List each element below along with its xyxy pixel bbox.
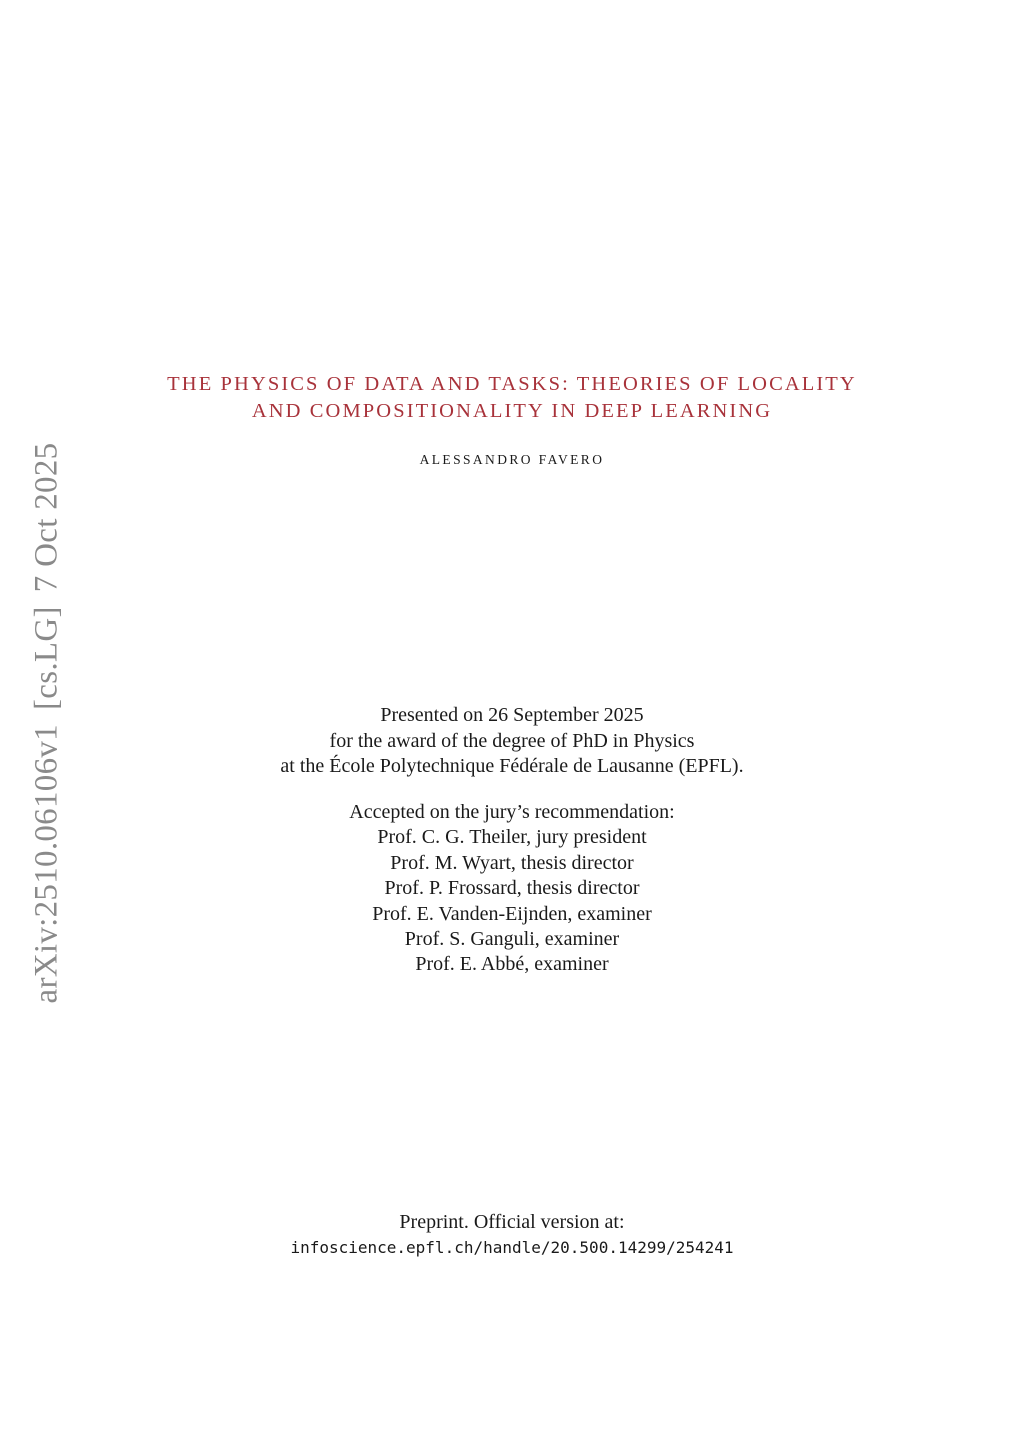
- jury-heading: Accepted on the jury’s recommendation:: [349, 801, 675, 823]
- presentation-info: [0, 703, 1024, 780]
- arxiv-date: 7 Oct 2025: [28, 442, 65, 593]
- presentation-line-2: for the award of the degree of PhD in Physics: [329, 729, 695, 752]
- jury-list: [0, 800, 1024, 978]
- title-line-2: AND COMPOSITIONALITY IN DEEP LEARNING: [251, 400, 773, 422]
- preprint-label: Preprint. Official version at:: [399, 1211, 625, 1233]
- jury-member: Prof. S. Ganguli, examiner: [404, 928, 620, 951]
- jury-member: Prof. M. Wyart, thesis director: [390, 851, 634, 874]
- jury-member: Prof. E. Vanden-Eijnden, examiner: [372, 902, 652, 925]
- jury-member: Prof. P. Frossard, thesis director: [384, 877, 640, 900]
- presentation-line-1: Presented on 26 September 2025: [380, 704, 644, 726]
- author-name: ALESSANDRO FAVERO: [419, 452, 605, 467]
- presentation-line-3: at the École Polytechnique Fédérale de Lausanne (EPFL).: [280, 755, 744, 777]
- arxiv-id: arXiv:2510.06106v1: [28, 724, 65, 1004]
- title-line-1: THE PHYSICS OF DATA AND TASKS: THEORIES OF LOCALITY: [167, 373, 857, 395]
- thesis-title: [0, 371, 1024, 425]
- jury-member: Prof. E. Abbé, examiner: [415, 953, 609, 976]
- jury-member: Prof. C. G. Theiler, jury president: [377, 826, 647, 849]
- preprint-notice: [0, 1209, 1024, 1261]
- preprint-url[interactable]: infoscience.epfl.ch/handle/20.500.14299/254241: [290, 1238, 734, 1257]
- arxiv-category: [cs.LG]: [28, 606, 65, 710]
